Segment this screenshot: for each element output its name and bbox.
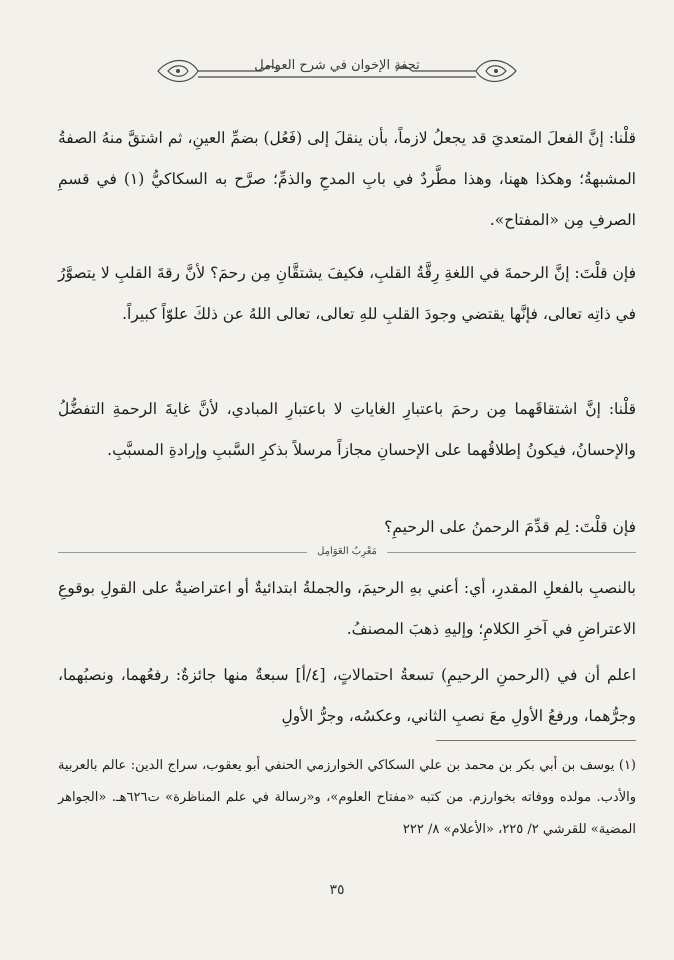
- commentary-2: اعلم أن في (الرحمنِ الرحيمِ) تسعةُ احتمالاتٍ، [٤/أ] سبعةٌ منها جائزةٌ: رفعُهما، ونصبُهما، وجرُّهما، ورفعُ الأولِ معَ نصبِ الثاني، وعكسُه، وجرُّ الأولِ: [58, 666, 636, 725]
- paragraph-3: قلْنا: إنَّ اشتقاقَهما مِن رحمَ باعتبارِ الغاياتِ لا باعتبارِ المبادي، لأنَّ غايةَ الرحمةِ التفضُّلُ والإحسانُ، فيكونُ إطلاقُهما على الإحسانِ مجازاً مرسلاً بذكرِ السَّببِ وإرادةِ المسبَّبِ.: [58, 400, 636, 459]
- page-header: [150, 55, 524, 95]
- divider-label: مَعْرِبُ العَوَامِل: [307, 546, 387, 557]
- footnote: (١) يوسف بن أبي بكر بن محمد بن علي السكاكي الخوارزمي الحنفي أبو يعقوب، سراج الدين: عالم بالعربية والأدب. مولده ووفاته بخوارزم. من كتبه «مفتاح العلوم»، و«رسالة في علم المناظرة» ت٦٢٦هـ. «الجواهر المضية» للقرشي ٢/ ٢٢٥، «الأعلام» ٨/ ٢٢٢: [58, 758, 637, 837]
- section-divider: [58, 546, 636, 560]
- paragraph-4: فإن قلْتَ: لِم قدِّمَ الرحمنُ على الرحيمِ؟: [384, 518, 636, 536]
- page-number: ٣٥: [329, 882, 345, 898]
- running-title: تحفة الإخوان في شرح العوامل: [254, 58, 420, 73]
- paragraph-1: قلْنا: إنَّ الفعلَ المتعديَ قد يجعلُ لازماً، بأن ينقلَ إلى (فَعُل) بضمِّ العينِ، ثم اشتقَّ منهُ الصفةُ المشبهةُ؛ وهكذا ههنا، وهذا مطَّردٌ في بابِ المدحِ والذمِّ؛ صرَّح به السكاكيُّ (١) في قسمِ الصرفِ مِن «المفتاح».: [58, 129, 636, 229]
- footnote-rule: [436, 740, 636, 741]
- paragraph-2: فإن قلْتَ: إنَّ الرحمةَ في اللغةِ رِقَّةُ القلبِ، فكيفَ يشتقَّانِ مِن رحمَ؟ لأنَّ رقةَ القلبِ لا يتصوَّرُ في ذاتِه تعالى، فإنَّها يقتضي وجودَ القلبِ للهِ تعالى، تعالى اللهُ عن ذلكَ علوّاً كبيراً.: [58, 264, 636, 323]
- commentary-1: بالنصبِ بالفعلِ المقدرِ، أي: أعني بهِ الرحيمَ، والجملةُ ابتدائيةٌ أو اعتراضيةٌ على القولِ بوقوعِ الاعتراضِ في آخرِ الكلامِ؛ وإليهِ ذهبَ المصنفُ.: [58, 579, 636, 638]
